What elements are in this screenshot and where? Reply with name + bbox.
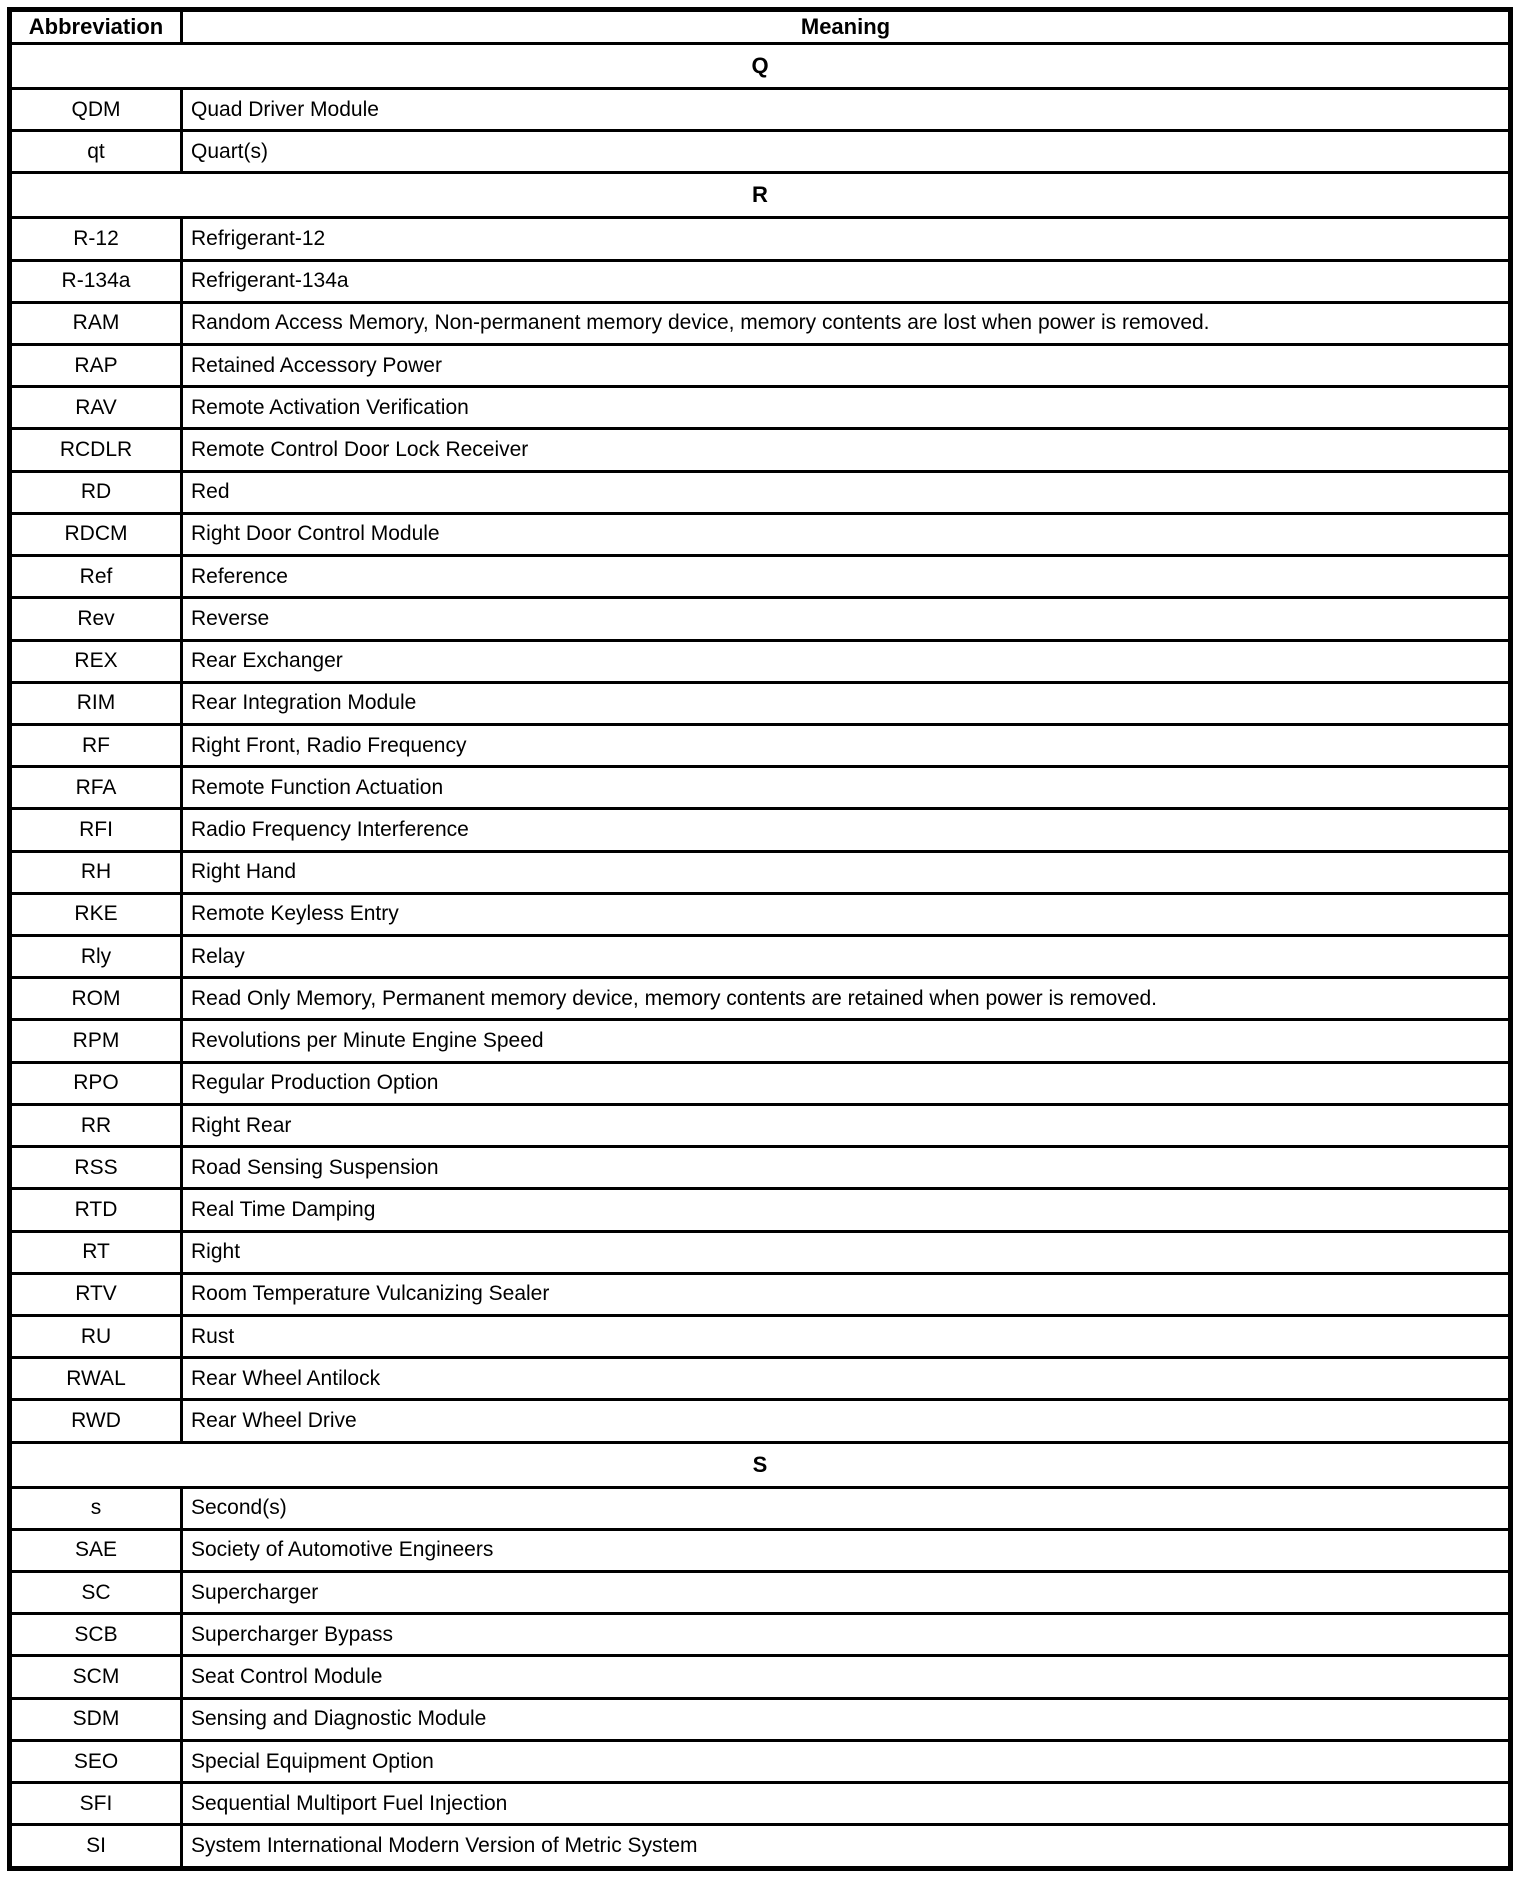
abbreviation-cell: SDM xyxy=(10,1698,182,1740)
meaning-cell: Right Door Control Module xyxy=(182,513,1511,555)
meaning-cell: Second(s) xyxy=(182,1487,1511,1529)
abbreviation-cell: RPM xyxy=(10,1020,182,1062)
section-row xyxy=(10,1442,1511,1487)
abbreviation-cell: RTD xyxy=(10,1189,182,1231)
abbreviation-cell: SFI xyxy=(10,1783,182,1825)
table-row xyxy=(10,344,1511,386)
table-row xyxy=(10,1614,1511,1656)
meaning-cell: System International Modern Version of Metric System xyxy=(182,1825,1511,1869)
meaning-cell: Radio Frequency Interference xyxy=(182,809,1511,851)
meaning-cell: Rear Wheel Drive xyxy=(182,1400,1511,1442)
table-row xyxy=(10,936,1511,978)
abbreviation-cell: RF xyxy=(10,724,182,766)
meaning-cell: Remote Keyless Entry xyxy=(182,893,1511,935)
meaning-cell: Read Only Memory, Permanent memory device, memory contents are retained when power is removed. xyxy=(182,978,1511,1020)
abbreviation-cell: RR xyxy=(10,1104,182,1146)
meaning-cell: Sequential Multiport Fuel Injection xyxy=(182,1783,1511,1825)
table-row xyxy=(10,1825,1511,1869)
table-row xyxy=(10,1698,1511,1740)
abbreviation-cell: R-12 xyxy=(10,218,182,260)
table-row xyxy=(10,1358,1511,1400)
table-row xyxy=(10,131,1511,173)
abbreviation-cell: RIM xyxy=(10,682,182,724)
table-body xyxy=(10,44,1511,1869)
meaning-cell: Relay xyxy=(182,936,1511,978)
meaning-cell: Remote Function Actuation xyxy=(182,767,1511,809)
abbreviation-cell: REX xyxy=(10,640,182,682)
abbreviation-cell: RTV xyxy=(10,1273,182,1315)
abbreviation-column-header: Abbreviation xyxy=(10,10,182,44)
table-row xyxy=(10,1316,1511,1358)
table-row xyxy=(10,387,1511,429)
meaning-cell: Right Rear xyxy=(182,1104,1511,1146)
meaning-cell: Random Access Memory, Non-permanent memory device, memory contents are lost when power is removed. xyxy=(182,302,1511,344)
abbreviation-cell: ROM xyxy=(10,978,182,1020)
table-row xyxy=(10,1400,1511,1442)
abbreviation-cell: RCDLR xyxy=(10,429,182,471)
table-row xyxy=(10,724,1511,766)
abbreviation-cell: RDCM xyxy=(10,513,182,555)
table-row xyxy=(10,851,1511,893)
abbreviation-cell: qt xyxy=(10,131,182,173)
meaning-cell: Supercharger Bypass xyxy=(182,1614,1511,1656)
table-row xyxy=(10,767,1511,809)
table-row xyxy=(10,1104,1511,1146)
abbreviation-cell: RFA xyxy=(10,767,182,809)
table-row xyxy=(10,88,1511,130)
meaning-cell: Refrigerant-12 xyxy=(182,218,1511,260)
abbreviation-cell: SI xyxy=(10,1825,182,1869)
meaning-column-header: Meaning xyxy=(182,10,1511,44)
table-row xyxy=(10,978,1511,1020)
table-row xyxy=(10,682,1511,724)
abbreviation-cell: Rev xyxy=(10,598,182,640)
meaning-cell: Retained Accessory Power xyxy=(182,344,1511,386)
abbreviation-cell: RD xyxy=(10,471,182,513)
abbreviation-cell: RAV xyxy=(10,387,182,429)
meaning-cell: Society of Automotive Engineers xyxy=(182,1529,1511,1571)
table-row xyxy=(10,1147,1511,1189)
table-row xyxy=(10,1740,1511,1782)
meaning-cell: Road Sensing Suspension xyxy=(182,1147,1511,1189)
table-row xyxy=(10,260,1511,302)
abbreviation-cell: SAE xyxy=(10,1529,182,1571)
table-row xyxy=(10,218,1511,260)
table-row xyxy=(10,1783,1511,1825)
meaning-cell: Rear Wheel Antilock xyxy=(182,1358,1511,1400)
meaning-cell: Regular Production Option xyxy=(182,1062,1511,1104)
table-row xyxy=(10,1189,1511,1231)
abbreviation-cell: RKE xyxy=(10,893,182,935)
meaning-cell: Right xyxy=(182,1231,1511,1273)
table-row xyxy=(10,1572,1511,1614)
table-row xyxy=(10,471,1511,513)
meaning-cell: Real Time Damping xyxy=(182,1189,1511,1231)
section-row xyxy=(10,44,1511,89)
table-row xyxy=(10,1062,1511,1104)
meaning-cell: Red xyxy=(182,471,1511,513)
table-row xyxy=(10,1273,1511,1315)
abbreviation-cell: SCM xyxy=(10,1656,182,1698)
meaning-cell: Right Hand xyxy=(182,851,1511,893)
abbreviation-cell: s xyxy=(10,1487,182,1529)
abbreviation-cell: RPO xyxy=(10,1062,182,1104)
abbreviation-cell: RU xyxy=(10,1316,182,1358)
abbreviation-cell: RAP xyxy=(10,344,182,386)
table-row xyxy=(10,1656,1511,1698)
meaning-cell: Rear Integration Module xyxy=(182,682,1511,724)
abbreviation-cell: SC xyxy=(10,1572,182,1614)
abbreviation-cell: RWAL xyxy=(10,1358,182,1400)
abbreviation-cell: Ref xyxy=(10,556,182,598)
abbreviation-cell: QDM xyxy=(10,88,182,130)
meaning-cell: Quart(s) xyxy=(182,131,1511,173)
meaning-cell: Quad Driver Module xyxy=(182,88,1511,130)
table-row xyxy=(10,1231,1511,1273)
meaning-cell: Seat Control Module xyxy=(182,1656,1511,1698)
meaning-cell: Rust xyxy=(182,1316,1511,1358)
table-row xyxy=(10,640,1511,682)
abbreviation-cell: SCB xyxy=(10,1614,182,1656)
abbreviation-cell: Rly xyxy=(10,936,182,978)
table-row xyxy=(10,302,1511,344)
table-row xyxy=(10,556,1511,598)
table-row xyxy=(10,809,1511,851)
abbreviation-cell: RSS xyxy=(10,1147,182,1189)
table-row xyxy=(10,513,1511,555)
meaning-cell: Sensing and Diagnostic Module xyxy=(182,1698,1511,1740)
section-letter: R xyxy=(10,173,1511,218)
section-letter: Q xyxy=(10,44,1511,89)
meaning-cell: Remote Activation Verification xyxy=(182,387,1511,429)
table-row xyxy=(10,1020,1511,1062)
table-row xyxy=(10,893,1511,935)
header-row xyxy=(10,10,1511,44)
meaning-cell: Special Equipment Option xyxy=(182,1740,1511,1782)
abbreviation-cell: RH xyxy=(10,851,182,893)
abbreviation-cell: RFI xyxy=(10,809,182,851)
meaning-cell: Refrigerant-134a xyxy=(182,260,1511,302)
abbreviation-cell: RT xyxy=(10,1231,182,1273)
meaning-cell: Room Temperature Vulcanizing Sealer xyxy=(182,1273,1511,1315)
abbreviation-cell: RWD xyxy=(10,1400,182,1442)
meaning-cell: Reverse xyxy=(182,598,1511,640)
meaning-cell: Revolutions per Minute Engine Speed xyxy=(182,1020,1511,1062)
table-row xyxy=(10,598,1511,640)
section-row xyxy=(10,173,1511,218)
table-row xyxy=(10,1529,1511,1571)
meaning-cell: Remote Control Door Lock Receiver xyxy=(182,429,1511,471)
abbreviation-table xyxy=(7,7,1513,1871)
meaning-cell: Right Front, Radio Frequency xyxy=(182,724,1511,766)
section-letter: S xyxy=(10,1442,1511,1487)
table-row xyxy=(10,429,1511,471)
meaning-cell: Supercharger xyxy=(182,1572,1511,1614)
abbreviation-cell: RAM xyxy=(10,302,182,344)
abbreviation-cell: SEO xyxy=(10,1740,182,1782)
table-row xyxy=(10,1487,1511,1529)
meaning-cell: Reference xyxy=(182,556,1511,598)
abbreviation-cell: R-134a xyxy=(10,260,182,302)
meaning-cell: Rear Exchanger xyxy=(182,640,1511,682)
